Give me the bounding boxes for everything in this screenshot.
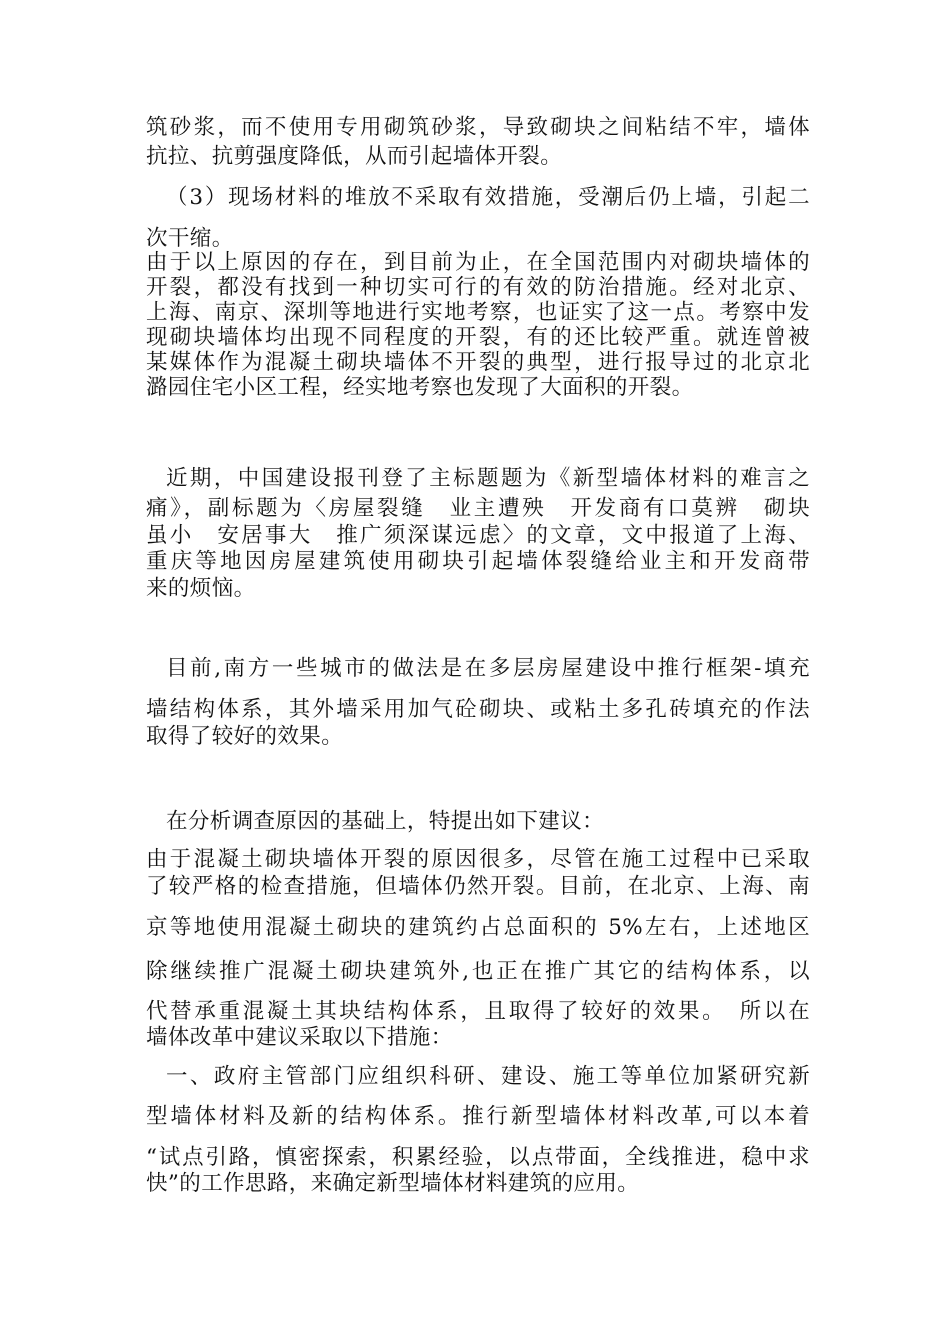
paragraph-line: 在分析调查原因的基础上，特提出如下建议： [166,809,605,834]
paragraph-line: 重庆等地因房屋建筑使用砌块引起墙体裂缝给业主和开发商带 [146,549,810,574]
paragraph-line: 痛》，副标题为〈房屋裂缝 业主遭殃 开发商有口莫辨 砌块 [146,496,810,521]
paragraph-line: 由于以上原因的存在，到目前为止，在全国范围内对砌块墙体的 [146,250,810,275]
paragraph-line: 抗拉、抗剪强度降低，从而引起墙体开裂。 [146,144,563,169]
paragraph-line: 取得了较好的效果。 [146,724,344,749]
paragraph-line: 了较严格的检查措施，但墙体仍然开裂。目前，在北京、上海、南 [146,874,810,899]
paragraph-line: 现砌块墙体均出现不同程度的开裂，有的还比较严重。就连曾被 [146,325,810,350]
paragraph-line: 目前,南方一些城市的做法是在多层房屋建设中推行框架-填充 [166,656,810,681]
paragraph-line: 上海、南京、深圳等地进行实地考察，也证实了这一点。考察中发 [146,300,810,325]
paragraph-line: 近期，中国建设报刊登了主标题题为《新型墙体材料的难言之 [166,466,810,491]
paragraph-line: （3）现场材料的堆放不采取有效措施，受潮后仍上墙，引起二 [166,185,810,210]
paragraph-line: 除继续推广混凝土砌块建筑外,也正在推广其它的结构体系，以 [146,959,810,984]
paragraph-line: 墙体改革中建议采取以下措施： [146,1025,453,1050]
paragraph-line: 快”的工作思路，来确定新型墙体材料建筑的应用。 [146,1171,640,1196]
paragraph-line: 一、政府主管部门应组织科研、建设、施工等单位加紧研究新 [166,1064,810,1089]
paragraph-line: 次干缩。 [146,226,234,251]
paragraph-line: 某媒体作为混凝土砌块墙体不开裂的典型，进行报导过的北京北 [146,350,810,375]
paragraph-line: 虽小 安居事大 推广须深谋远虑〉的文章，文中报道了上海、 [146,523,810,548]
paragraph-line: 代替承重混凝土其块结构体系，且取得了较好的效果。 所以在 [146,999,810,1024]
paragraph-line: 型墙体材料及新的结构体系。推行新型墙体材料改革,可以本着 [146,1104,810,1129]
paragraph-line: 筑砂浆，而不使用专用砌筑砂浆，导致砌块之间粘结不牢，墙体 [146,115,810,140]
paragraph-line: 由于混凝土砌块墙体开裂的原因很多，尽管在施工过程中已采取 [146,847,810,872]
paragraph-line: 开裂，都没有找到一种切实可行的有效的防治措施。经对北京、 [146,275,810,300]
paragraph-line: 来的烦恼。 [146,576,256,601]
paragraph-line: 潞园住宅小区工程，经实地考察也发现了大面积的开裂。 [146,375,694,400]
paragraph-line: 墙结构体系，其外墙采用加气砼砌块、或粘土多孔砖填充的作法 [146,697,810,722]
paragraph-line: 京等地使用混凝土砌块的建筑约占总面积的 5%左右，上述地区 [146,915,810,940]
paragraph-line: “试点引路，慎密探索，积累经验，以点带面，全线推进，稳中求 [146,1145,810,1170]
